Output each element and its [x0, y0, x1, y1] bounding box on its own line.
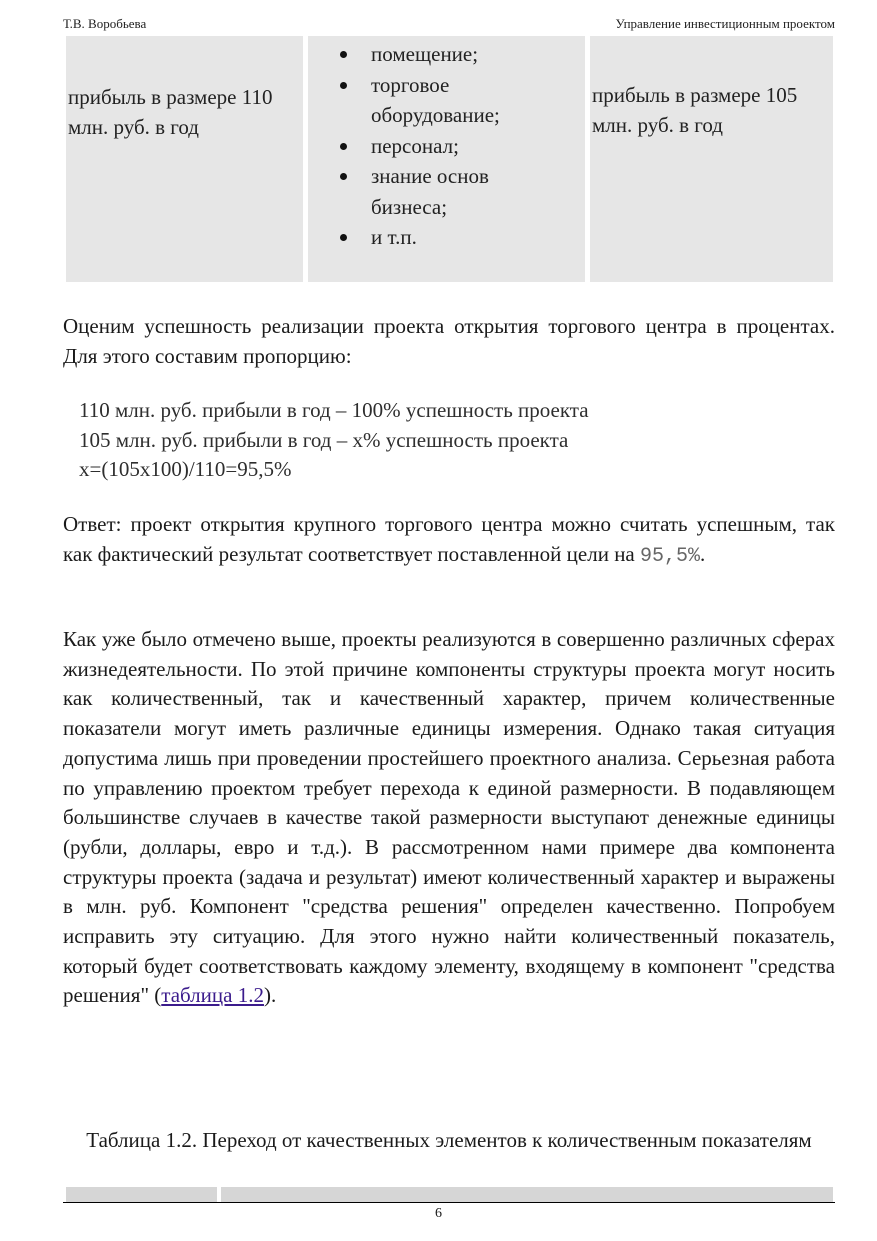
list-item: помещение; [308, 39, 531, 70]
bullet-icon [340, 234, 347, 241]
formula-line: 105 млн. руб. прибыли в год – х% успешность проекта [79, 427, 569, 452]
paragraph-answer: Ответ: проект открытия крупного торгового центра можно считать успешным, так как фактический результат соответствует поставленной цели на 95,5%. [63, 512, 835, 568]
bullet-icon [340, 51, 347, 58]
header-author: Т.В. Воробьева [63, 16, 147, 31]
list-item: и т.п. [308, 222, 531, 253]
table-cell-means [308, 36, 585, 282]
formula-line: х=(105х100)/110=95,5% [79, 457, 292, 482]
list-item: персонал; [308, 131, 531, 162]
page-number: 6 [435, 1206, 442, 1221]
table-header-cell [221, 1187, 833, 1202]
result-text: прибыль в размере 105 млн. руб. в год [592, 83, 798, 137]
table-link[interactable]: таблица 1.2 [161, 983, 264, 1008]
project-structure-table [63, 36, 835, 284]
paragraph-intro: Оценим успешность реализации проекта открытия торгового центра в процентах. Для этого составим пропорцию: [63, 314, 835, 368]
list-item: знание основ бизнеса; [308, 161, 531, 222]
table-caption: Таблица 1.2. Переход от качественных элементов к количественным показателям [86, 1128, 812, 1152]
next-table-header [63, 1187, 835, 1202]
footer-divider [63, 1202, 835, 1203]
list-item: торговое оборудование; [308, 70, 531, 131]
bullet-icon [340, 143, 347, 150]
task-text: прибыль в размере 110 млн. руб. в год [68, 85, 273, 139]
bullet-icon [340, 173, 347, 180]
table-cell-result [590, 36, 833, 282]
proportion-formula [79, 396, 589, 485]
bullet-icon [340, 82, 347, 89]
header-course: Управление инвестиционным проектом [615, 16, 835, 31]
table-cell-task [66, 36, 303, 282]
paragraph-main: Как уже было отмечено выше, проекты реализуются в совершенно различных сферах жизнедеятельности. По этой причине компоненты структуры проекта могут носить как количественный, так и качественный характер, причем количественные показатели могут иметь различные единицы измерения. Однако такая ситуация допустима лишь при проведении простейшего проектного анализа. Серьезная работа по управлению проектом требует перехода к единой размерности. В подавляющем большинстве случаев в качестве такой размерности выступают денежные единицы (рубли, доллары, евро и т.д.). В рассмотренном нами примере два компонента структуры проекта (задача и результат) имеют количественный характер и выражены в млн. руб. Компонент "средства решения" определен качественно. Попробуем исправить эту ситуацию. Для этого нужно найти количественный показатель, который будет соответствовать каждому элементу, входящему в компонент "средства решения" (таблица 1.2). [63, 627, 835, 1008]
answer-value: 95,5% [640, 544, 701, 568]
table-header-cell [66, 1187, 217, 1202]
means-list [308, 36, 531, 253]
formula-line: 110 млн. руб. прибыли в год – 100% успешность проекта [79, 398, 589, 422]
